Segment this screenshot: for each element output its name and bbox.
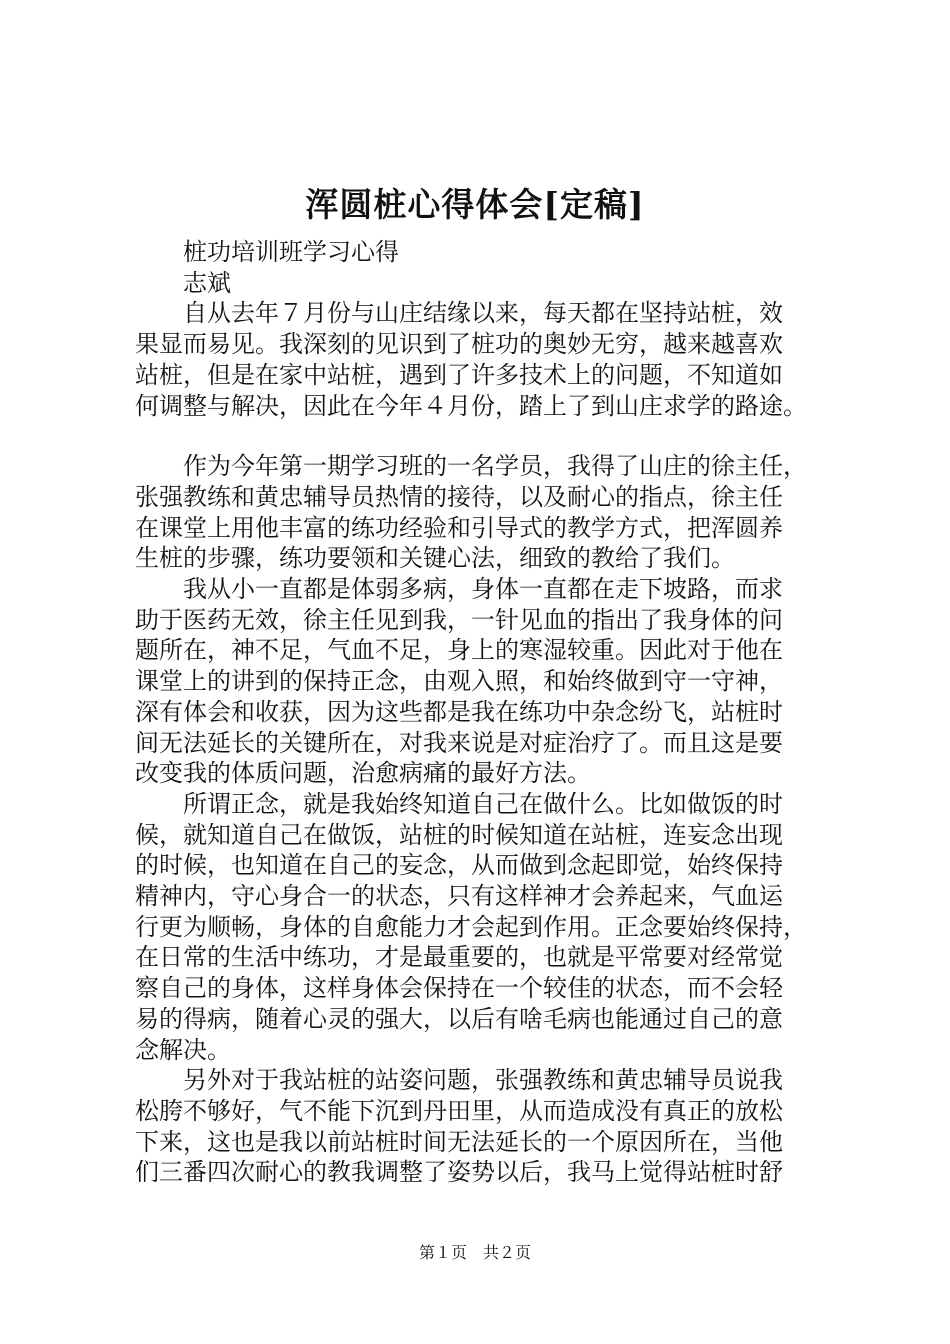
paragraph-line: 生桩的步骤，练功要领和关键心法，细致的教给了我们。 — [135, 544, 735, 573]
paragraph-line: 间无法延长的关键所在，对我来说是对症治疗了。而且这是要 — [135, 728, 783, 757]
paragraph-line: 我从小一直都是体弱多病，身体一直都在走下坡路，而求 — [183, 575, 783, 604]
paragraph-line: 行更为顺畅，身体的自愈能力才会起到作用。正念要始终保持， — [135, 912, 807, 941]
paragraph-line: 在日常的生活中练功，才是最重要的，也就是平常要对经常觉 — [135, 943, 783, 972]
paragraph-line: 察自己的身体，这样身体会保持在一个较佳的状态，而不会轻 — [135, 974, 783, 1003]
document-title: 浑圆桩心得体会[定稿] — [305, 185, 645, 224]
paragraph-line: 精神内，守心身合一的状态，只有这样神才会养起来，气血运 — [135, 882, 783, 911]
paragraph-line: 所谓正念，就是我始终知道自己在做什么。比如做饭的时 — [183, 789, 783, 818]
paragraph-line: 易的得病，随着心灵的强大，以后有啥毛病也能通过自己的意 — [135, 1004, 783, 1033]
paragraph-line: 自从去年７月份与山庄结缘以来，每天都在坚持站桩，效 — [183, 299, 783, 328]
paragraph-line: 题所在，神不足，气血不足，身上的寒湿较重。因此对于他在 — [135, 636, 783, 665]
paragraph-gap — [135, 421, 831, 451]
paragraph-line: 的时候，也知道在自己的妄念，从而做到念起即觉，始终保持 — [135, 851, 783, 880]
paragraph-line: 松胯不够好，气不能下沉到丹田里，从而造成没有真正的放松 — [135, 1096, 783, 1125]
paragraph-line: 们三番四次耐心的教我调整了姿势以后，我马上觉得站桩时舒 — [135, 1158, 783, 1187]
paragraph-line: 课堂上的讲到的保持正念，由观入照，和始终做到守一守神， — [135, 667, 783, 696]
paragraph-line: 深有体会和收获，因为这些都是我在练功中杂念纷飞，站桩时 — [135, 697, 783, 726]
page-footer: 第１页 共２页 — [418, 1243, 531, 1262]
paragraph-line: 念解决。 — [135, 1035, 231, 1064]
paragraph-line: 作为今年第一期学习班的一名学员，我得了山庄的徐主任， — [183, 452, 807, 481]
paragraph-line: 果显而易见。我深刻的见识到了桩功的奥妙无穷，越来越喜欢 — [135, 330, 783, 359]
paragraph-line: 何调整与解决，因此在今年４月份，踏上了到山庄求学的路途。 — [135, 391, 807, 420]
paragraph-line: 改变我的体质问题，治愈病痛的最好方法。 — [135, 759, 591, 788]
author-line: 志斌 — [183, 268, 231, 297]
paragraph-line: 站桩，但是在家中站桩，遇到了许多技术上的问题，不知道如 — [135, 360, 783, 389]
paragraph-line: 候，就知道自己在做饭，站桩的时候知道在站桩，连妄念出现 — [135, 820, 783, 849]
paragraph-line: 下来，这也是我以前站桩时间无法延长的一个原因所在，当他 — [135, 1127, 783, 1156]
paragraph-line: 另外对于我站桩的站姿问题，张强教练和黄忠辅导员说我 — [183, 1066, 783, 1095]
subtitle-line: 桩功培训班学习心得 — [183, 238, 399, 266]
document-body — [135, 237, 831, 1188]
paragraph-line: 张强教练和黄忠辅导员热情的接待，以及耐心的指点，徐主任 — [135, 482, 783, 511]
paragraph-line: 在课堂上用他丰富的练功经验和引导式的教学方式，把浑圆养 — [135, 513, 783, 542]
paragraph-line: 助于医药无效，徐主任见到我，一针见血的指出了我身体的问 — [135, 605, 783, 634]
